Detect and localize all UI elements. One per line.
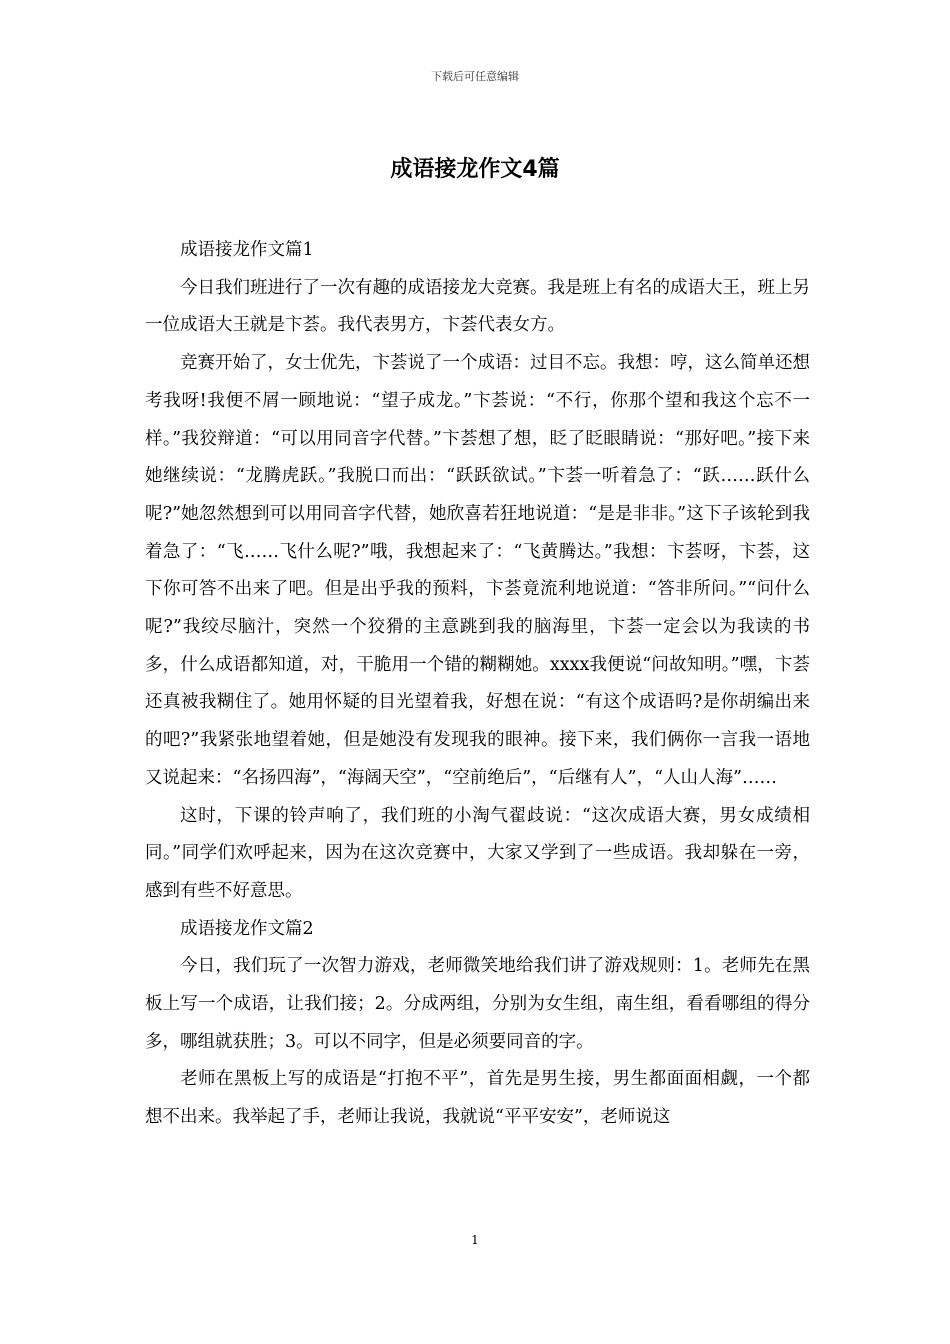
paragraph: 老师在黑板上写的成语是“打抱不平”，首先是男生接，男生都面面相觑，一个都想不出来。我举起了手，老师让我说，我就说“平平安安”，老师说这 [145,1069,810,1128]
section-heading-1: 成语接龙作文篇1 [180,240,314,260]
paragraph: 这时，下课的铃声响了，我们班的小淘气翟歧说：“这次成语大赛，男女成绩相同。”同学们欢呼起来，因为在这次竞赛中，大家又学到了一些成语。我却躲在一旁，感到有些不好意思。 [145,805,810,901]
paragraph: 竞赛开始了，女士优先，卞荟说了一个成语：过目不忘。我想：哼，这么简单还想考我呀!我便不屑一顾地说：“望子成龙。”卞荟说：“不行，你那个望和我这个忘不一样。”我狡辩道：“可以用同音字代替。”卞荟想了想，眨了眨眼睛说：“那好吧。”接下来她继续说：“龙腾虎跃。”我脱口而出：“跃跃欲试。”卞荟一听着急了：“跃……跃什么呢?”她忽然想到可以用同音字代替，她欣喜若狂地说道：“是是非非。”这下子该轮到我着急了：“飞……飞什么呢?”哦，我想起来了：“飞黄腾达。”我想：卞荟呀，卞荟，这下你可答不出来了吧。但是出乎我的预料，卞荟竟流利地说道：“答非所问。”“问什么呢?”我绞尽脑汁，突然一个狡猾的主意跳到我的脑海里，卞荟一定会以为我读的书多，什么成语都知道，对，干脆用一个错的糊糊她。xxxx我便说“问故知明。”嘿，卞荟还真被我糊住了。她用怀疑的目光望着我，好想在说：“有这个成语吗?是你胡编出来的吧?”我紧张地望着她，但是她没有发现我的眼神。接下来，我们俩你一言我一语地又说起来：“名扬四海”，“海阔天空”，“空前绝后”，“后继有人”，“人山人海”…… [145,353,810,788]
paragraph: 今日，我们玩了一次智力游戏，老师微笑地给我们讲了游戏规则：1。老师先在黑板上写一个成语，让我们接；2。分成两组，分别为女生组，南生组，看看哪组的得分多，哪组就获胜；3。可以不同字，但是必须要同音的字。 [145,956,810,1052]
document-body [145,232,810,1137]
section-heading-2: 成语接龙作文篇2 [180,918,314,939]
page-number: 1 [471,1233,479,1247]
document-title: 成语接龙作文4篇 [390,157,560,182]
paragraph: 今日我们班进行了一次有趣的成语接龙大竞赛。我是班上有名的成语大王，班上另一位成语大王就是卞荟。我代表男方，卞荟代表女方。 [145,277,810,336]
header-note: 下载后可任意编辑 [431,70,519,83]
